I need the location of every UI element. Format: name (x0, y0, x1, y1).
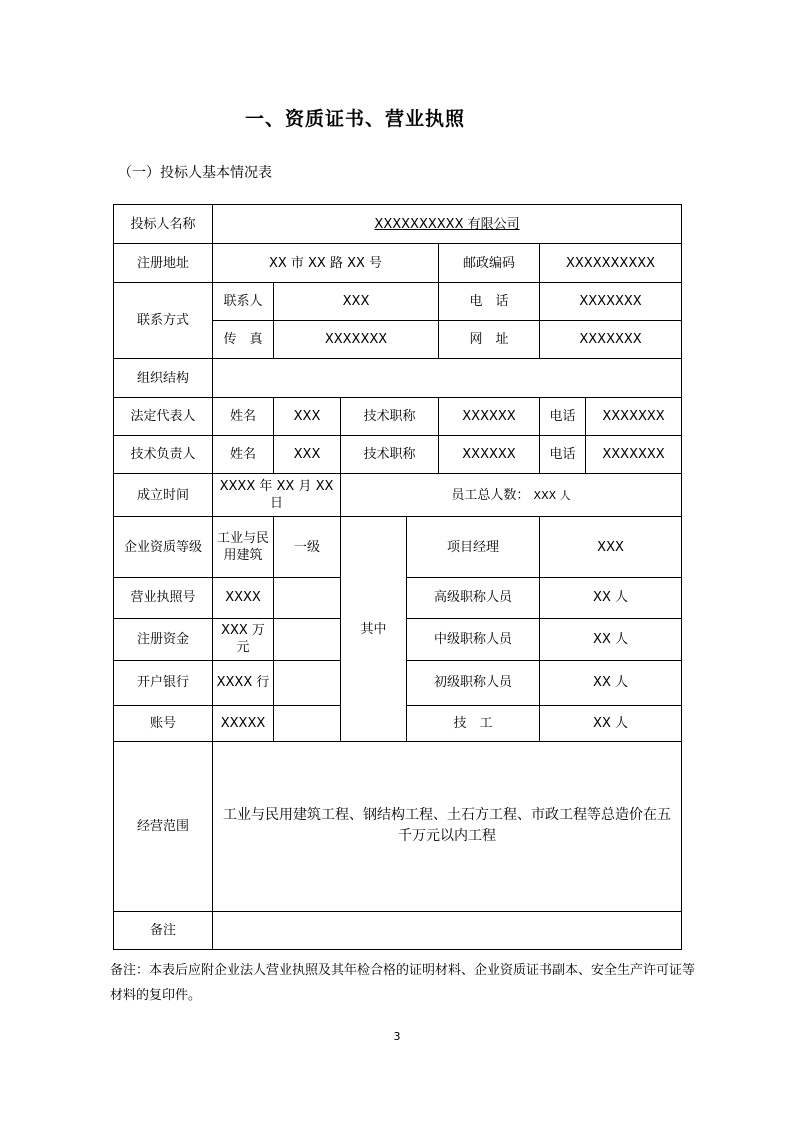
table-row-scope (114, 741, 682, 911)
contact-label: 联系方式 (114, 283, 213, 359)
founded-value: XXXX 年 XX 月 XX 日 (213, 474, 341, 517)
worker-value: XX 人 (540, 705, 682, 741)
phone-label: 电 话 (439, 283, 540, 321)
tech-lead-tel-label: 电话 (540, 436, 586, 474)
legal-rep-label: 法定代表人 (114, 398, 213, 436)
tech-lead-name-label: 姓名 (213, 436, 274, 474)
capital-label: 注册资金 (114, 618, 213, 660)
junior-label: 初级职称人员 (407, 660, 540, 705)
remarks-value (213, 911, 682, 949)
license-extra (274, 578, 341, 618)
table-row-contact-1 (114, 283, 682, 321)
org-structure-label: 组织结构 (114, 359, 213, 398)
license-value: XXXX (213, 578, 274, 618)
worker-label: 技 工 (407, 705, 540, 741)
staff-total (341, 474, 682, 517)
legal-rep-tel-value: XXXXXXX (586, 398, 682, 436)
scope-value: 工业与民用建筑工程、钢结构工程、土石方工程、市政工程等总造价在五千万元以内工程 (213, 741, 682, 911)
capital-value: XXX 万元 (213, 618, 274, 660)
bank-extra (274, 660, 341, 705)
qual-grade-label: 企业资质等级 (114, 517, 213, 578)
contact-person-label: 联系人 (213, 283, 274, 321)
section-subtitle: （一）投标人基本情况表 (118, 165, 272, 181)
bank-value: XXXX 行 (213, 660, 274, 705)
remarks-label: 备注 (114, 911, 213, 949)
org-structure-value (213, 359, 682, 398)
legal-rep-title-value: XXXXXX (439, 398, 540, 436)
contact-person-value: XXX (274, 283, 439, 321)
fax-label: 传 真 (213, 321, 274, 359)
table-row-legal-rep (114, 398, 682, 436)
postal-code-value: XXXXXXXXXX (540, 244, 682, 283)
bidder-info-table (113, 204, 682, 950)
founded-label: 成立时间 (114, 474, 213, 517)
tech-lead-name-value: XXX (274, 436, 341, 474)
legal-rep-tel-label: 电话 (540, 398, 586, 436)
table-row-bidder-name (114, 205, 682, 244)
capital-extra (274, 618, 341, 660)
staff-total-value: XXX 人 (533, 488, 571, 502)
qual-type-value: 工业与民用建筑 (213, 517, 274, 578)
footnote: 备注：本表后应附企业法人营业执照及其年检合格的证明材料、企业资质证书副本、安全生产许可证等材料的复印件。 (110, 963, 696, 1003)
mid-value: XX 人 (540, 618, 682, 660)
bank-label: 开户银行 (114, 660, 213, 705)
qual-grade-value: 一级 (274, 517, 341, 578)
reg-address-value: XX 市 XX 路 XX 号 (213, 244, 439, 283)
table-row-org (114, 359, 682, 398)
legal-rep-title-label: 技术职称 (341, 398, 439, 436)
pm-label: 项目经理 (407, 517, 540, 578)
pm-value: XXX (540, 517, 682, 578)
phone-value: XXXXXXX (540, 283, 682, 321)
staff-total-label: 员工总人数： (451, 487, 530, 503)
table-row-remarks (114, 911, 682, 949)
bidder-name-value: XXXXXXXXXX 有限公司 (213, 205, 682, 244)
table-row-founded (114, 474, 682, 517)
postal-code-label: 邮政编码 (439, 244, 540, 283)
page-title: 一、资质证书、营业执照 (244, 108, 465, 130)
tech-lead-title-label: 技术职称 (341, 436, 439, 474)
account-label: 账号 (114, 705, 213, 741)
scope-label: 经营范围 (114, 741, 213, 911)
account-value: XXXXX (213, 705, 274, 741)
table-row-qualification (114, 517, 682, 578)
legal-rep-name-value: XXX (274, 398, 341, 436)
senior-label: 高级职称人员 (407, 578, 540, 618)
account-extra (274, 705, 341, 741)
tech-lead-tel-value: XXXXXXX (586, 436, 682, 474)
mid-label: 中级职称人员 (407, 618, 540, 660)
junior-value: XX 人 (540, 660, 682, 705)
license-label: 营业执照号 (114, 578, 213, 618)
table-row-address (114, 244, 682, 283)
website-value: XXXXXXX (540, 321, 682, 359)
bidder-name-label: 投标人名称 (114, 205, 213, 244)
senior-value: XX 人 (540, 578, 682, 618)
tech-lead-label: 技术负责人 (114, 436, 213, 474)
fax-value: XXXXXXX (274, 321, 439, 359)
among-label: 其中 (341, 517, 407, 741)
page-number: 3 (393, 1030, 401, 1043)
website-label: 网 址 (439, 321, 540, 359)
reg-address-label: 注册地址 (114, 244, 213, 283)
legal-rep-name-label: 姓名 (213, 398, 274, 436)
tech-lead-title-value: XXXXXX (439, 436, 540, 474)
table-row-tech-lead (114, 436, 682, 474)
